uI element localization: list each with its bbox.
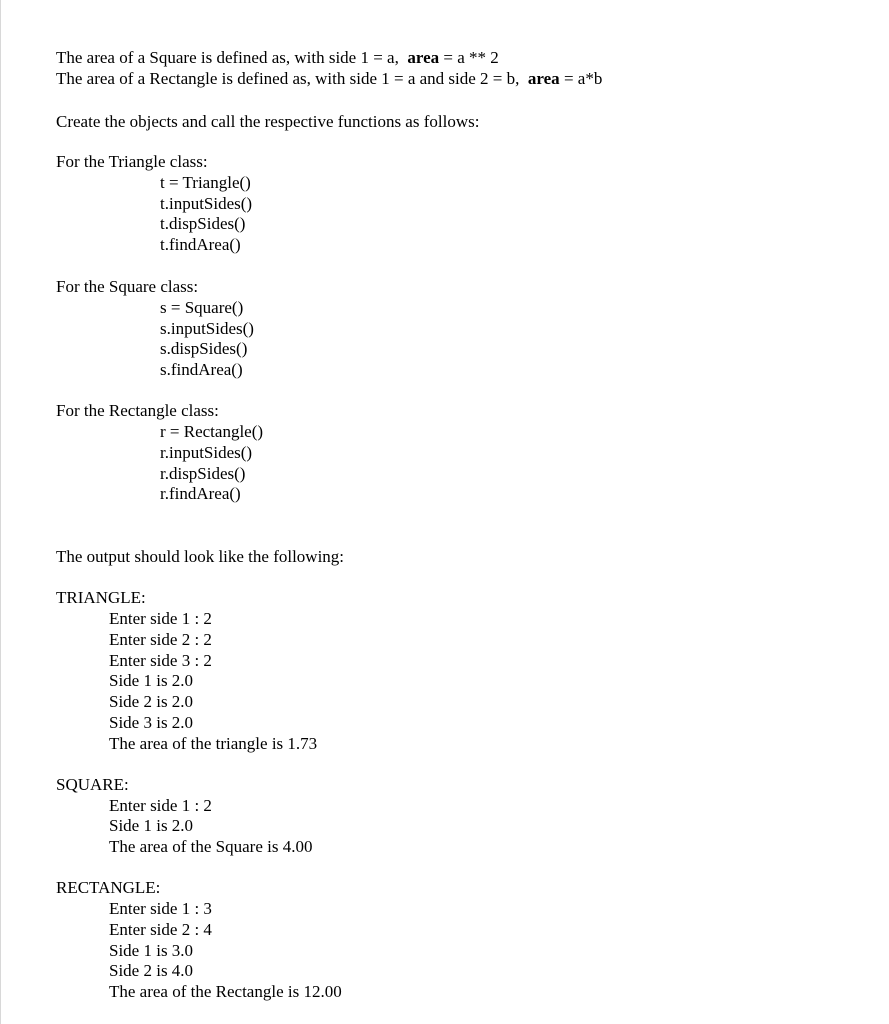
rectangle-area-definition [56,68,602,89]
code-line: s.findArea() [160,360,243,379]
output-intro-text: The output should look like the following: [56,547,345,566]
output-line: Enter side 2 : 4 [109,920,212,939]
square-output-label: SQUARE: [56,775,129,794]
code-line: t.dispSides() [160,214,246,233]
output-line: The area of the Square is 4.00 [109,837,313,856]
code-line: s = Square() [160,298,244,317]
code-line: r.dispSides() [160,464,246,483]
code-line: s.dispSides() [160,339,248,358]
code-line: s.inputSides() [160,319,254,338]
output-line: Enter side 1 : 3 [109,899,212,918]
output-line: Enter side 2 : 2 [109,630,212,649]
output-line: Enter side 3 : 2 [109,651,212,670]
output-line: Side 2 is 4.0 [109,961,194,980]
output-line: Enter side 1 : 2 [109,796,212,815]
square-area-formula: = a ** 2 [439,48,499,67]
output-line: Enter side 1 : 2 [109,609,212,628]
code-line: r.findArea() [160,484,241,503]
triangle-section-heading: For the Triangle class: [56,152,208,171]
square-area-keyword: area [407,48,440,67]
output-line: Side 1 is 3.0 [109,941,194,960]
rectangle-output-label: RECTANGLE: [56,878,161,897]
rectangle-area-keyword: area [527,69,560,88]
square-section-heading: For the Square class: [56,277,199,296]
output-line: Side 1 is 2.0 [109,816,194,835]
code-line: t.findArea() [160,235,241,254]
output-line: Side 3 is 2.0 [109,713,194,732]
instruction-text: Create the objects and call the respective functions as follows: [56,112,480,131]
triangle-output-label: TRIANGLE: [56,588,146,607]
rectangle-definition-text: The area of a Rectangle is defined as, with side 1 = a and side 2 = b, [56,69,520,88]
code-line: r.inputSides() [160,443,253,462]
output-line: The area of the Rectangle is 12.00 [109,982,342,1001]
output-line: Side 2 is 2.0 [109,692,194,711]
rectangle-area-formula: = a*b [559,69,603,88]
code-line: t.inputSides() [160,194,253,213]
output-line: The area of the triangle is 1.73 [109,734,318,753]
output-line: Side 1 is 2.0 [109,671,194,690]
square-definition-text: The area of a Square is defined as, with side 1 = a, [56,48,399,67]
code-line: t = Triangle() [160,173,251,192]
square-area-definition [56,47,499,68]
rectangle-section-heading: For the Rectangle class: [56,401,219,420]
code-line: r = Rectangle() [160,422,264,441]
